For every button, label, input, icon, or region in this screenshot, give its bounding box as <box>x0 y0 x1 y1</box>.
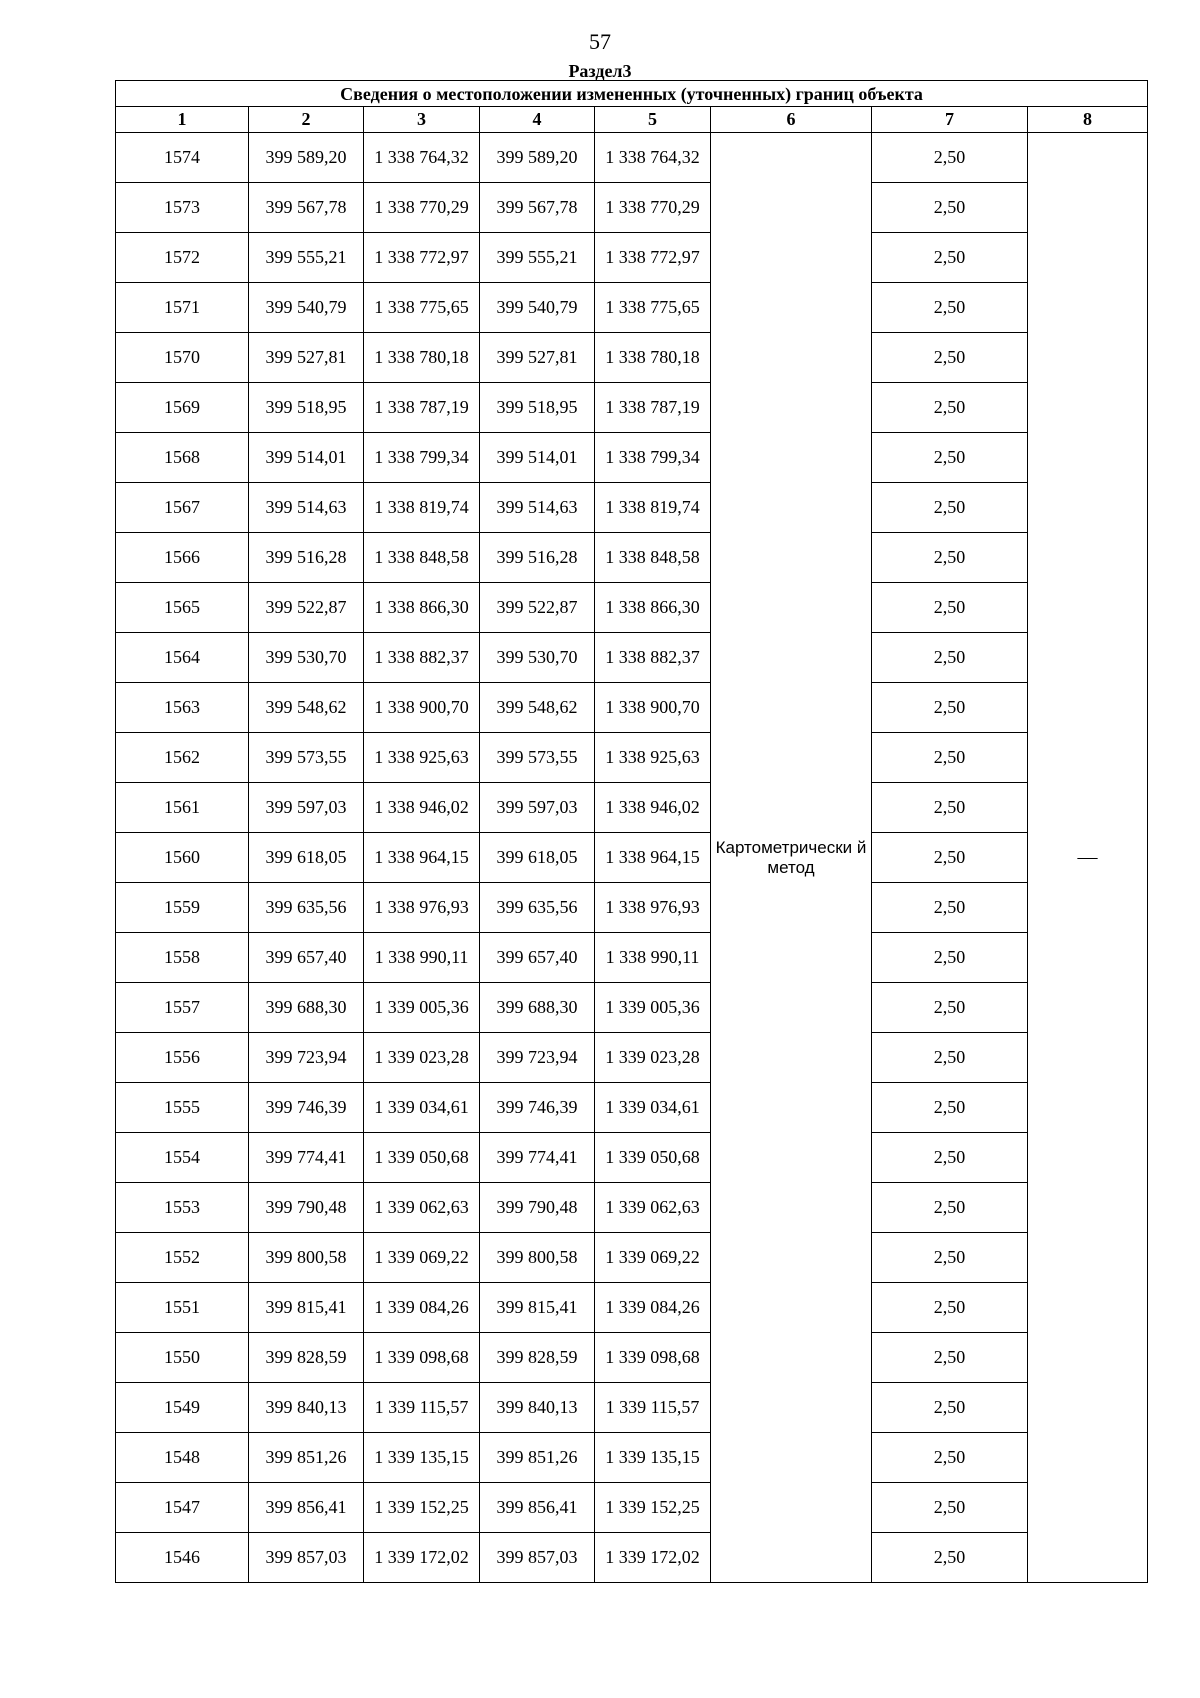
y-existing-cell: 1 339 023,28 <box>364 1033 480 1083</box>
coordinates-table <box>115 80 1148 1583</box>
accuracy-cell: 2,50 <box>872 683 1028 733</box>
table-row <box>116 1183 1148 1233</box>
table-row <box>116 783 1148 833</box>
y-refined-cell: 1 338 772,97 <box>595 233 711 283</box>
column-number: 1 <box>116 107 249 133</box>
y-refined-cell: 1 338 770,29 <box>595 183 711 233</box>
x-refined-cell: 399 657,40 <box>480 933 595 983</box>
x-existing-cell: 399 618,05 <box>249 833 364 883</box>
column-number: 7 <box>872 107 1028 133</box>
accuracy-cell: 2,50 <box>872 633 1028 683</box>
point-number-cell: 1574 <box>116 133 249 183</box>
y-existing-cell: 1 339 098,68 <box>364 1333 480 1383</box>
y-refined-cell: 1 338 819,74 <box>595 483 711 533</box>
x-refined-cell: 399 857,03 <box>480 1533 595 1583</box>
x-existing-cell: 399 548,62 <box>249 683 364 733</box>
x-refined-cell: 399 522,87 <box>480 583 595 633</box>
column-number-row <box>116 107 1148 133</box>
x-refined-cell: 399 815,41 <box>480 1283 595 1333</box>
point-number-cell: 1567 <box>116 483 249 533</box>
x-refined-cell: 399 514,63 <box>480 483 595 533</box>
y-refined-cell: 1 338 882,37 <box>595 633 711 683</box>
y-existing-cell: 1 339 172,02 <box>364 1533 480 1583</box>
table-row <box>116 433 1148 483</box>
table-row <box>116 233 1148 283</box>
x-existing-cell: 399 635,56 <box>249 883 364 933</box>
x-existing-cell: 399 851,26 <box>249 1433 364 1483</box>
x-refined-cell: 399 573,55 <box>480 733 595 783</box>
table-row <box>116 1133 1148 1183</box>
table-row <box>116 483 1148 533</box>
point-number-cell: 1555 <box>116 1083 249 1133</box>
x-existing-cell: 399 527,81 <box>249 333 364 383</box>
x-existing-cell: 399 840,13 <box>249 1383 364 1433</box>
column-number: 2 <box>249 107 364 133</box>
accuracy-cell: 2,50 <box>872 133 1028 183</box>
accuracy-cell: 2,50 <box>872 983 1028 1033</box>
column-number: 6 <box>711 107 872 133</box>
y-refined-cell: 1 338 946,02 <box>595 783 711 833</box>
y-refined-cell: 1 339 062,63 <box>595 1183 711 1233</box>
x-existing-cell: 399 774,41 <box>249 1133 364 1183</box>
y-existing-cell: 1 338 764,32 <box>364 133 480 183</box>
accuracy-cell: 2,50 <box>872 783 1028 833</box>
x-refined-cell: 399 828,59 <box>480 1333 595 1383</box>
x-refined-cell: 399 723,94 <box>480 1033 595 1083</box>
x-existing-cell: 399 828,59 <box>249 1333 364 1383</box>
x-existing-cell: 399 657,40 <box>249 933 364 983</box>
point-number-cell: 1556 <box>116 1033 249 1083</box>
x-refined-cell: 399 635,56 <box>480 883 595 933</box>
point-number-cell: 1565 <box>116 583 249 633</box>
table-caption: Сведения о местоположении измененных (уточненных) границ объекта <box>116 81 1148 107</box>
table-row <box>116 683 1148 733</box>
y-refined-cell: 1 338 848,58 <box>595 533 711 583</box>
x-refined-cell: 399 555,21 <box>480 233 595 283</box>
accuracy-cell: 2,50 <box>872 183 1028 233</box>
x-existing-cell: 399 790,48 <box>249 1183 364 1233</box>
table-row <box>116 833 1148 883</box>
y-refined-cell: 1 339 115,57 <box>595 1383 711 1433</box>
accuracy-cell: 2,50 <box>872 1183 1028 1233</box>
y-existing-cell: 1 338 976,93 <box>364 883 480 933</box>
point-number-cell: 1566 <box>116 533 249 583</box>
y-existing-cell: 1 339 152,25 <box>364 1483 480 1533</box>
y-existing-cell: 1 339 050,68 <box>364 1133 480 1183</box>
y-refined-cell: 1 339 152,25 <box>595 1483 711 1533</box>
y-refined-cell: 1 338 775,65 <box>595 283 711 333</box>
x-refined-cell: 399 790,48 <box>480 1183 595 1233</box>
accuracy-cell: 2,50 <box>872 883 1028 933</box>
page-number: 57 <box>589 29 611 54</box>
x-existing-cell: 399 800,58 <box>249 1233 364 1283</box>
x-existing-cell: 399 815,41 <box>249 1283 364 1333</box>
table-row <box>116 1233 1148 1283</box>
y-existing-cell: 1 338 964,15 <box>364 833 480 883</box>
point-number-cell: 1552 <box>116 1233 249 1283</box>
column-8-cell: — <box>1028 133 1148 1583</box>
accuracy-cell: 2,50 <box>872 1233 1028 1283</box>
y-refined-cell: 1 338 964,15 <box>595 833 711 883</box>
table-row <box>116 183 1148 233</box>
y-refined-cell: 1 339 084,26 <box>595 1283 711 1333</box>
y-refined-cell: 1 339 069,22 <box>595 1233 711 1283</box>
point-number-cell: 1553 <box>116 1183 249 1233</box>
table-row <box>116 1433 1148 1483</box>
x-refined-cell: 399 567,78 <box>480 183 595 233</box>
x-refined-cell: 399 530,70 <box>480 633 595 683</box>
y-existing-cell: 1 338 866,30 <box>364 583 480 633</box>
accuracy-cell: 2,50 <box>872 1033 1028 1083</box>
point-number-cell: 1557 <box>116 983 249 1033</box>
y-existing-cell: 1 338 819,74 <box>364 483 480 533</box>
y-refined-cell: 1 338 866,30 <box>595 583 711 633</box>
point-number-cell: 1561 <box>116 783 249 833</box>
y-existing-cell: 1 339 062,63 <box>364 1183 480 1233</box>
y-refined-cell: 1 338 787,19 <box>595 383 711 433</box>
x-existing-cell: 399 540,79 <box>249 283 364 333</box>
x-existing-cell: 399 518,95 <box>249 383 364 433</box>
x-refined-cell: 399 840,13 <box>480 1383 595 1433</box>
x-existing-cell: 399 857,03 <box>249 1533 364 1583</box>
point-number-cell: 1559 <box>116 883 249 933</box>
accuracy-cell: 2,50 <box>872 583 1028 633</box>
accuracy-cell: 2,50 <box>872 1333 1028 1383</box>
accuracy-cell: 2,50 <box>872 233 1028 283</box>
accuracy-cell: 2,50 <box>872 1083 1028 1133</box>
column-number: 5 <box>595 107 711 133</box>
y-refined-cell: 1 338 925,63 <box>595 733 711 783</box>
x-existing-cell: 399 746,39 <box>249 1083 364 1133</box>
y-refined-cell: 1 338 799,34 <box>595 433 711 483</box>
y-refined-cell: 1 339 135,15 <box>595 1433 711 1483</box>
column-number: 8 <box>1028 107 1148 133</box>
point-number-cell: 1572 <box>116 233 249 283</box>
x-refined-cell: 399 688,30 <box>480 983 595 1033</box>
x-existing-cell: 399 573,55 <box>249 733 364 783</box>
table-row <box>116 583 1148 633</box>
section-title: Раздел3 <box>568 61 632 81</box>
y-existing-cell: 1 338 925,63 <box>364 733 480 783</box>
point-number-cell: 1563 <box>116 683 249 733</box>
y-existing-cell: 1 338 772,97 <box>364 233 480 283</box>
accuracy-cell: 2,50 <box>872 283 1028 333</box>
x-existing-cell: 399 514,01 <box>249 433 364 483</box>
table-body <box>116 133 1148 1583</box>
x-existing-cell: 399 723,94 <box>249 1033 364 1083</box>
y-existing-cell: 1 339 084,26 <box>364 1283 480 1333</box>
table-row <box>116 1383 1148 1433</box>
accuracy-cell: 2,50 <box>872 1533 1028 1583</box>
point-number-cell: 1554 <box>116 1133 249 1183</box>
x-refined-cell: 399 774,41 <box>480 1133 595 1183</box>
x-existing-cell: 399 516,28 <box>249 533 364 583</box>
y-existing-cell: 1 338 787,19 <box>364 383 480 433</box>
table-row <box>116 1083 1148 1133</box>
table-row <box>116 133 1148 183</box>
y-existing-cell: 1 338 848,58 <box>364 533 480 583</box>
y-refined-cell: 1 339 098,68 <box>595 1333 711 1383</box>
point-number-cell: 1573 <box>116 183 249 233</box>
accuracy-cell: 2,50 <box>872 1433 1028 1483</box>
y-refined-cell: 1 338 990,11 <box>595 933 711 983</box>
y-refined-cell: 1 338 976,93 <box>595 883 711 933</box>
accuracy-cell: 2,50 <box>872 733 1028 783</box>
x-existing-cell: 399 856,41 <box>249 1483 364 1533</box>
table-row <box>116 983 1148 1033</box>
y-existing-cell: 1 339 005,36 <box>364 983 480 1033</box>
table-row <box>116 1283 1148 1333</box>
point-number-cell: 1551 <box>116 1283 249 1333</box>
point-number-cell: 1558 <box>116 933 249 983</box>
table-row <box>116 933 1148 983</box>
table-row <box>116 633 1148 683</box>
accuracy-cell: 2,50 <box>872 1283 1028 1333</box>
y-existing-cell: 1 338 946,02 <box>364 783 480 833</box>
point-number-cell: 1548 <box>116 1433 249 1483</box>
x-refined-cell: 399 548,62 <box>480 683 595 733</box>
x-refined-cell: 399 856,41 <box>480 1483 595 1533</box>
point-number-cell: 1571 <box>116 283 249 333</box>
x-refined-cell: 399 518,95 <box>480 383 595 433</box>
accuracy-cell: 2,50 <box>872 483 1028 533</box>
table-row <box>116 733 1148 783</box>
y-existing-cell: 1 338 780,18 <box>364 333 480 383</box>
x-refined-cell: 399 516,28 <box>480 533 595 583</box>
x-existing-cell: 399 555,21 <box>249 233 364 283</box>
y-existing-cell: 1 339 115,57 <box>364 1383 480 1433</box>
x-refined-cell: 399 527,81 <box>480 333 595 383</box>
point-number-cell: 1547 <box>116 1483 249 1533</box>
x-existing-cell: 399 597,03 <box>249 783 364 833</box>
y-existing-cell: 1 338 900,70 <box>364 683 480 733</box>
table-row <box>116 883 1148 933</box>
point-number-cell: 1550 <box>116 1333 249 1383</box>
point-number-cell: 1562 <box>116 733 249 783</box>
y-existing-cell: 1 338 770,29 <box>364 183 480 233</box>
x-refined-cell: 399 540,79 <box>480 283 595 333</box>
accuracy-cell: 2,50 <box>872 1483 1028 1533</box>
table-row <box>116 333 1148 383</box>
y-existing-cell: 1 338 882,37 <box>364 633 480 683</box>
y-existing-cell: 1 339 034,61 <box>364 1083 480 1133</box>
x-existing-cell: 399 567,78 <box>249 183 364 233</box>
table-row <box>116 1533 1148 1583</box>
x-existing-cell: 399 589,20 <box>249 133 364 183</box>
point-number-cell: 1564 <box>116 633 249 683</box>
y-refined-cell: 1 338 780,18 <box>595 333 711 383</box>
point-number-cell: 1546 <box>116 1533 249 1583</box>
y-refined-cell: 1 339 005,36 <box>595 983 711 1033</box>
accuracy-cell: 2,50 <box>872 1133 1028 1183</box>
y-existing-cell: 1 338 990,11 <box>364 933 480 983</box>
x-refined-cell: 399 514,01 <box>480 433 595 483</box>
accuracy-cell: 2,50 <box>872 383 1028 433</box>
x-existing-cell: 399 530,70 <box>249 633 364 683</box>
method-cell: Картометрически й метод <box>711 133 872 1583</box>
x-refined-cell: 399 746,39 <box>480 1083 595 1133</box>
accuracy-cell: 2,50 <box>872 333 1028 383</box>
accuracy-cell: 2,50 <box>872 1383 1028 1433</box>
table-row <box>116 1333 1148 1383</box>
y-existing-cell: 1 338 775,65 <box>364 283 480 333</box>
table-row <box>116 1033 1148 1083</box>
y-existing-cell: 1 338 799,34 <box>364 433 480 483</box>
accuracy-cell: 2,50 <box>872 533 1028 583</box>
y-existing-cell: 1 339 069,22 <box>364 1233 480 1283</box>
x-refined-cell: 399 618,05 <box>480 833 595 883</box>
x-refined-cell: 399 800,58 <box>480 1233 595 1283</box>
point-number-cell: 1568 <box>116 433 249 483</box>
column-number: 4 <box>480 107 595 133</box>
point-number-cell: 1569 <box>116 383 249 433</box>
point-number-cell: 1549 <box>116 1383 249 1433</box>
table-row <box>116 383 1148 433</box>
accuracy-cell: 2,50 <box>872 433 1028 483</box>
x-refined-cell: 399 851,26 <box>480 1433 595 1483</box>
accuracy-cell: 2,50 <box>872 833 1028 883</box>
y-refined-cell: 1 339 172,02 <box>595 1533 711 1583</box>
column-number: 3 <box>364 107 480 133</box>
y-refined-cell: 1 339 023,28 <box>595 1033 711 1083</box>
point-number-cell: 1570 <box>116 333 249 383</box>
y-refined-cell: 1 338 764,32 <box>595 133 711 183</box>
y-existing-cell: 1 339 135,15 <box>364 1433 480 1483</box>
x-refined-cell: 399 589,20 <box>480 133 595 183</box>
x-existing-cell: 399 514,63 <box>249 483 364 533</box>
accuracy-cell: 2,50 <box>872 933 1028 983</box>
table-row <box>116 283 1148 333</box>
y-refined-cell: 1 339 034,61 <box>595 1083 711 1133</box>
y-refined-cell: 1 339 050,68 <box>595 1133 711 1183</box>
x-existing-cell: 399 522,87 <box>249 583 364 633</box>
x-existing-cell: 399 688,30 <box>249 983 364 1033</box>
table-row <box>116 1483 1148 1533</box>
table-row <box>116 533 1148 583</box>
point-number-cell: 1560 <box>116 833 249 883</box>
x-refined-cell: 399 597,03 <box>480 783 595 833</box>
y-refined-cell: 1 338 900,70 <box>595 683 711 733</box>
